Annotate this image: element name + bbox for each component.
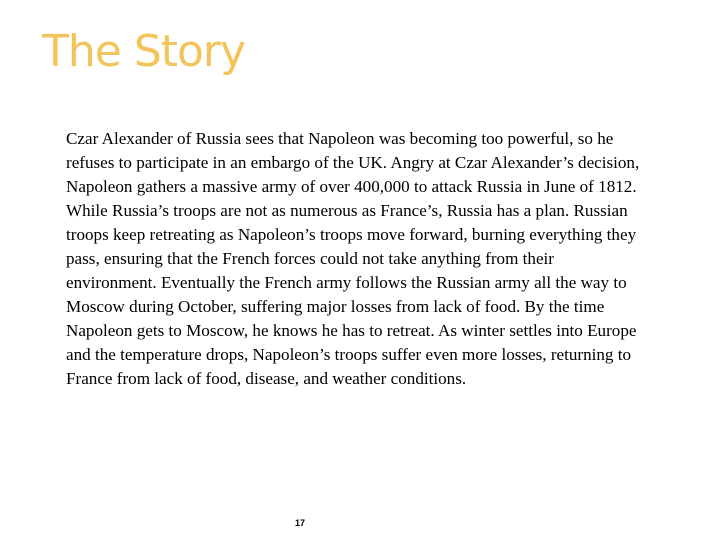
page-number: 17 xyxy=(294,518,305,528)
slide-title: The Story xyxy=(42,26,246,77)
story-paragraph: Czar Alexander of Russia sees that Napoleon was becoming too powerful, so he refuses to participate in an embargo of the UK. Angry at Czar Alexander’s decision, Napoleon gathers a massive army of over 400,000 to attack Russia in June of 1812. While Russia’s troops are not as numerous as France’s, Russia has a plan. Russian troops keep retreating as Napoleon’s troops move forward, burning everything they pass, ensuring that the French forces could not take anything from their environment. Eventually the French army follows the Russian army all the way to Moscow during October, suffering major losses from lack of food. By the time Napoleon gets to Moscow, he knows he has to retreat. As winter settles into Europe and the temperature drops, Napoleon’s troops suffer even more losses, returning to France from lack of food, disease, and weather conditions. xyxy=(66,129,640,388)
